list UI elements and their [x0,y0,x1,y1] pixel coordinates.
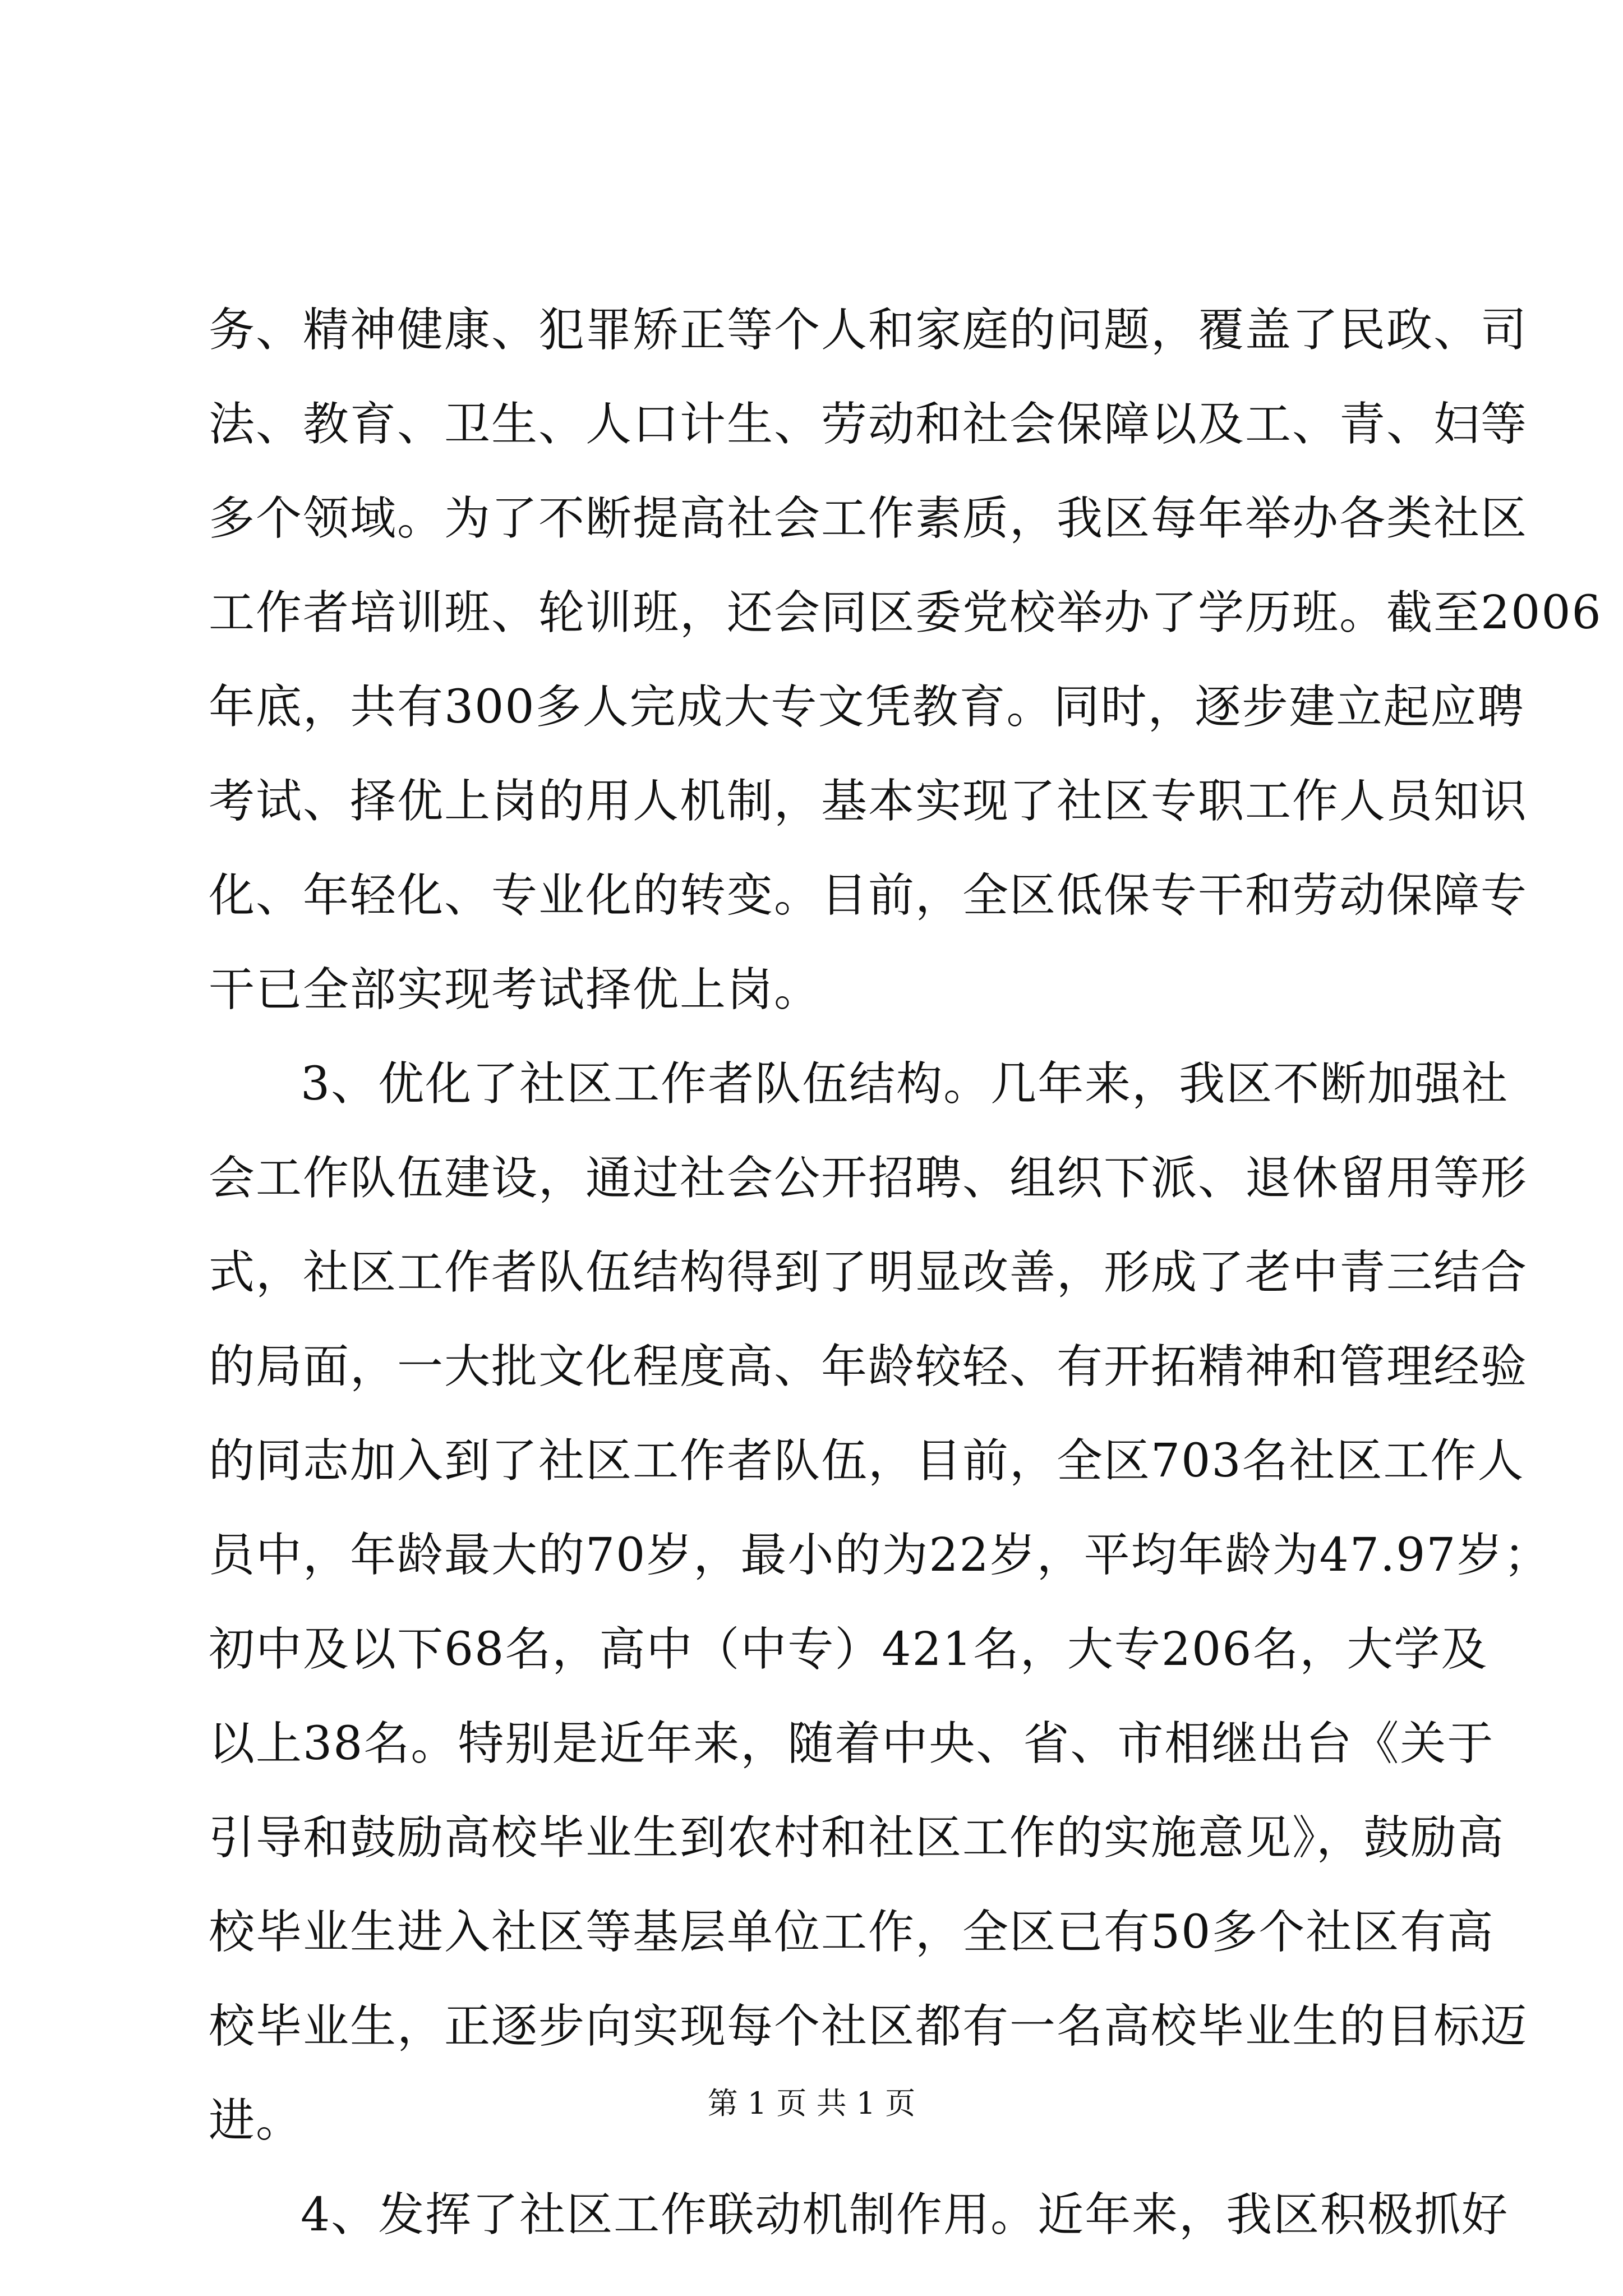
text-line: 法、教育、卫生、人口计生、劳动和社会保障以及工、青、妇等 [209,398,1528,451]
text-line: 工作者培训班、轮训班，还会同区委党校举办了学历班。截至2006 [209,586,1602,639]
text-line: 干已全部实现考试择优上岗。 [209,963,822,1016]
page-footer [0,2084,1623,2123]
text-line: 引导和鼓励高校毕业生到农村和社区工作的实施意见》，鼓励高 [209,1811,1505,1865]
text-line: 会工作队伍建设，通过社会公开招聘、组织下派、退休留用等形 [209,1152,1528,1205]
paragraph-start-line: 4、发挥了社区工作联动机制作用。近年来，我区积极抓好 [301,2188,1509,2242]
page-number-label: 第 1 页 共 1 页 [707,2086,916,2121]
text-line: 考试、择优上岗的用人机制，基本实现了社区专职工作人员知识 [209,775,1528,828]
text-line: 多个领域。为了不断提高社会工作素质，我区每年举办各类社区 [209,492,1528,545]
text-line: 式，社区工作者队伍结构得到了明显改善，形成了老中青三结合 [209,1246,1528,1299]
text-line: 化、年轻化、专业化的转变。目前，全区低保专干和劳动保障专 [209,869,1528,922]
text-line: 务、精神健康、犯罪矫正等个人和家庭的问题，覆盖了民政、司 [209,303,1528,357]
text-line: 年底，共有300多人完成大专文凭教育。同时，逐步建立起应聘 [209,680,1525,734]
text-line: 进。 [209,2094,303,2147]
text-line: 校毕业生，正逐步向实现每个社区都有一名高校毕业生的目标迈 [209,2000,1528,2053]
text-line: 校毕业生进入社区等基层单位工作，全区已有50多个社区有高 [209,1906,1495,1959]
body-text [209,283,1602,2262]
text-line: 员中，年龄最大的70岁，最小的为22岁，平均年龄为47.97岁； [209,1529,1551,1582]
text-line: 初中及以下68名，高中（中专）421名，大专206名，大学及 [209,1623,1488,1676]
paragraph-start-line: 3、优化了社区工作者队伍结构。几年来，我区不断加强社 [301,1057,1509,1111]
text-line: 以上38名。特别是近年来，随着中央、省、市相继出台《关于 [209,1717,1495,1770]
text-line: 的同志加入到了社区工作者队伍，目前，全区703名社区工作人 [209,1434,1525,1488]
text-line: 的局面，一大批文化程度高、年龄较轻、有开拓精神和管理经验 [209,1340,1528,1393]
